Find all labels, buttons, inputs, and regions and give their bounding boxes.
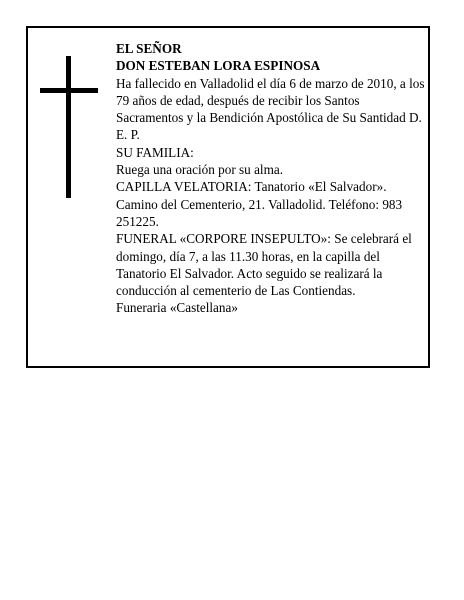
obituary-notice — [26, 26, 430, 368]
notice-heading: EL SEÑOR — [116, 41, 182, 56]
family-label: SU FAMILIA: — [116, 144, 194, 160]
funeral-home: Funeraria «Castellana» — [116, 300, 238, 316]
cross-horizontal-bar — [40, 88, 98, 93]
funeral-info: FUNERAL «CORPORE INSEPULTO»: Se celebrará el domingo, día 7, a las 11.30 horas, en la capilla del Tanatorio El Salvador. Acto seguido se realizará la conducción al cementerio de Las Contiendas. — [116, 231, 412, 299]
prayer-request: Ruega una oración por su alma. — [116, 162, 283, 178]
notice-text — [116, 40, 426, 317]
deceased-name: DON ESTEBAN LORA ESPINOSA — [116, 58, 321, 74]
wake-chapel-info: CAPILLA VELATORIA: Tanatorio «El Salvador». Camino del Cementerio, 21. Valladolid. Teléfono: 983 251225. — [116, 179, 403, 229]
cross-vertical-bar — [66, 56, 71, 198]
latin-cross-icon — [40, 56, 98, 198]
death-announcement: Ha fallecido en Valladolid el día 6 de marzo de 2010, a los 79 años de edad, después de recibir los Santos Sacramentos y la Bendición Apostólica de Su Santidad D. E. P. — [116, 75, 425, 143]
